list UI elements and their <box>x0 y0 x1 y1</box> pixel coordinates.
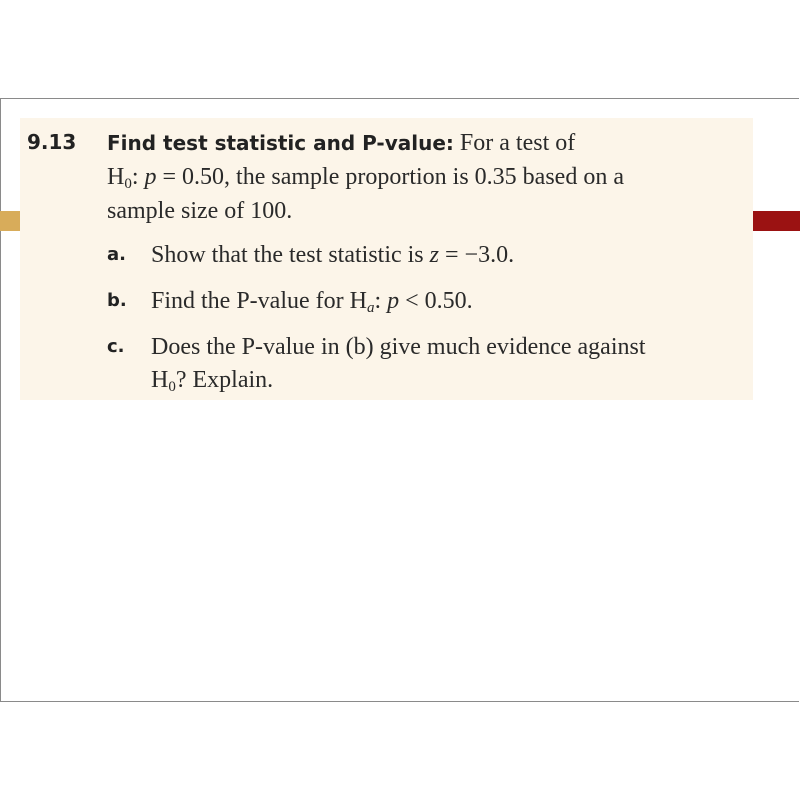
h0-equation-text: = 0.50, the sample proportion is 0.35 based on a <box>162 164 624 190</box>
exercise-number: 9.13 <box>27 130 77 154</box>
h0-symbol: H <box>107 164 125 190</box>
item-c-h0-subscript: 0 <box>168 379 176 395</box>
item-c-line-2 <box>151 365 273 395</box>
item-b-text-after: < 0.50. <box>405 288 473 314</box>
h0-subscript: 0 <box>124 176 132 192</box>
item-a-text <box>151 240 514 270</box>
accent-bar-right <box>753 211 800 231</box>
item-b-text <box>151 286 473 316</box>
item-b-subscript: a <box>366 300 375 316</box>
exercise-intro-line-3: sample size of 100. <box>107 198 293 224</box>
accent-bar-left <box>0 211 20 231</box>
exercise-intro-text: For a test of <box>459 130 576 156</box>
item-c-explain-text: ? Explain. <box>175 367 274 393</box>
item-b-variable: p <box>387 288 400 314</box>
item-b-text-before: Find the P-value for H <box>151 288 367 314</box>
item-c-h0-symbol: H <box>151 367 169 393</box>
exercise-heading: Find test statistic and P-value: <box>107 131 454 155</box>
item-c-line-1: Does the P-value in (b) give much evidence against <box>151 334 646 360</box>
item-b-label: b. <box>107 290 127 311</box>
item-a-label: a. <box>107 244 126 265</box>
p-variable: p <box>144 164 157 190</box>
exercise-intro-line-1 <box>107 128 575 158</box>
item-a-variable: z <box>429 242 439 268</box>
item-b-colon: : <box>374 288 382 314</box>
h0-colon: : <box>131 164 139 190</box>
item-a-text-after: = −3.0. <box>445 242 515 268</box>
item-c-label: c. <box>107 336 125 357</box>
item-a-text-before: Show that the test statistic is <box>151 242 424 268</box>
exercise-intro-line-2 <box>107 162 624 192</box>
